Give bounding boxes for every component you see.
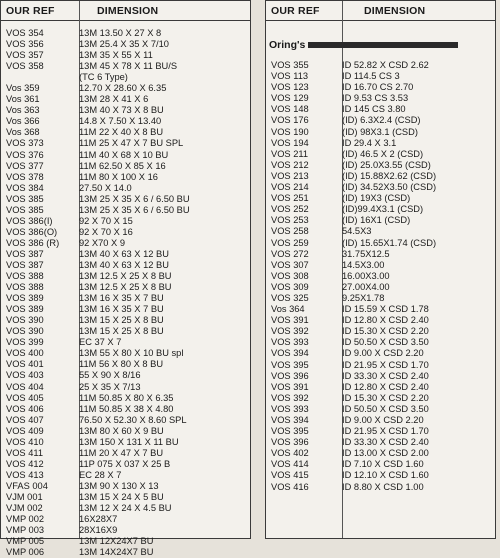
table-row <box>266 226 495 237</box>
table-row <box>1 503 250 514</box>
table-row <box>1 326 250 337</box>
table-row <box>266 448 495 459</box>
ref-cell: VOS 392 <box>271 392 309 403</box>
ref-cell: VOS 391 <box>271 381 309 392</box>
ref-cell: VOS 394 <box>271 348 309 359</box>
table-row <box>266 249 495 260</box>
dimension-cell: 13M 150 X 131 X 11 BU <box>79 436 179 447</box>
table-row <box>1 50 250 61</box>
dimension-cell: ID 33.30 X CSD 2.40 <box>342 437 429 448</box>
dimension-cell: 13M 15 X 25 X 8 BU <box>79 315 164 326</box>
ref-cell: VOS 388 <box>6 271 44 282</box>
ref-cell: VOS 253 <box>271 215 309 226</box>
dimension-cell: 11M 50.85 X 80 X 6.35 <box>79 392 174 403</box>
ref-cell: VOS 113 <box>271 71 309 82</box>
table-row <box>266 71 495 82</box>
table-row <box>266 104 495 115</box>
ref-cell: VOS 384 <box>6 182 44 193</box>
ref-cell: VOS 194 <box>271 137 309 148</box>
table-row <box>266 348 495 359</box>
dimension-cell: 27.00X4.00 <box>342 281 390 292</box>
ref-cell: VOS 389 <box>6 293 44 304</box>
ref-cell: VOS 355 <box>271 60 309 70</box>
dimension-cell: 13M 40 X 63 X 12 BU <box>79 259 169 270</box>
table-row <box>266 93 495 104</box>
dimension-cell: 11M 80 X 100 X 16 <box>79 171 158 182</box>
dimension-cell: 13M 25 X 35 X 6 / 6.50 BU <box>79 193 190 204</box>
dimension-cell: (ID)99.4X3.1 (CSD) <box>342 204 424 215</box>
ref-cell: VMP 002 <box>6 514 45 525</box>
right-rows <box>266 60 495 493</box>
table-row <box>266 415 495 426</box>
table-row <box>1 238 250 249</box>
table-row <box>1 415 250 426</box>
dimension-cell: ID 15.30 X CSD 2.20 <box>342 326 429 337</box>
dimension-cell: 54.5X3 <box>342 226 372 237</box>
table-row <box>1 525 250 536</box>
table-row <box>1 536 250 547</box>
table-row <box>1 370 250 381</box>
dimension-cell: ID 33.30 X CSD 2.40 <box>342 370 429 381</box>
dimension-cell: 13M 12.5 X 25 X 8 BU <box>79 282 172 293</box>
dimension-cell: (ID) 25.0X3.55 (CSD) <box>342 159 431 170</box>
section-title: Oring's <box>269 39 306 51</box>
table-row <box>266 371 495 382</box>
ref-cell: VFAS 004 <box>6 480 48 491</box>
dimension-cell: 13M 90 X 130 X 13 <box>79 480 159 491</box>
ref-cell: VOS 407 <box>6 414 44 425</box>
table-row <box>266 404 495 415</box>
dimension-cell: ID 15.59 X CSD 1.78 <box>342 304 429 315</box>
ref-cell: VOS 395 <box>271 426 309 437</box>
table-row <box>1 393 250 404</box>
dimension-cell: ID 15.30 X CSD 2.20 <box>342 392 429 403</box>
ref-cell: VOS 357 <box>6 50 44 61</box>
ref-cell: VOS 386(O) <box>6 226 58 237</box>
ref-cell: VOS 356 <box>6 39 44 50</box>
dimension-cell: 27.50 X 14.0 <box>79 182 132 193</box>
dimension-cell: 14.5X3.00 <box>342 259 385 270</box>
dimension-cell: 13M 12.5 X 25 X 8 BU <box>79 271 172 282</box>
dimension-cell: 55 X 90 X 8/16 <box>79 370 141 381</box>
ref-cell: VOS 391 <box>271 315 309 326</box>
ref-cell: VOS 354 <box>6 28 44 38</box>
table-row <box>1 249 250 260</box>
ref-cell: VOS 416 <box>271 481 309 492</box>
table-row <box>1 514 250 525</box>
ref-cell: VOS 378 <box>6 171 44 182</box>
table-row <box>266 282 495 293</box>
dimension-cell: 13M 40 X 73 X 8 BU <box>79 105 164 116</box>
dimension-cell: 13M 45 X 78 X 11 BU/S <box>79 61 178 72</box>
table-row <box>1 72 250 83</box>
dimension-cell: 11M 50.85 X 38 X 4.80 <box>79 403 174 414</box>
table-row <box>1 61 250 72</box>
dimension-cell: 13M 15 X 25 X 8 BU <box>79 326 164 337</box>
ref-cell: VOS 396 <box>271 437 309 448</box>
ref-cell: VOS 411 <box>6 447 44 458</box>
table-row <box>1 28 250 39</box>
left-rows <box>1 28 250 558</box>
table-row <box>1 216 250 227</box>
dimension-cell: 13M 12 X 24 X 4.5 BU <box>79 503 172 514</box>
ref-cell: VJM 001 <box>6 491 43 502</box>
table-row <box>1 94 250 105</box>
ref-cell: VOS 308 <box>271 270 309 281</box>
section-underline-bar <box>308 42 458 48</box>
ref-cell: VOS 412 <box>6 458 44 469</box>
header-our-ref: OUR REF <box>271 4 320 17</box>
dimension-cell: 28X16X9 <box>79 525 118 536</box>
ref-cell: VOS 176 <box>271 115 309 126</box>
dimension-cell: 25 X 35 X 7/13 <box>79 381 141 392</box>
dimension-cell: 11M 56 X 80 X 8 BU <box>79 359 164 370</box>
table-row <box>266 182 495 193</box>
ref-cell: VOS 272 <box>271 248 309 259</box>
ref-cell: VOS 404 <box>6 381 44 392</box>
dimension-cell: 13M 35 X 55 X 11 <box>79 50 153 61</box>
ref-cell: VOS 415 <box>271 470 309 481</box>
dimension-cell: 12.70 X 28.60 X 6.35 <box>79 83 167 94</box>
table-row <box>266 459 495 470</box>
dimension-cell: (ID) 98X3.1 (CSD) <box>342 126 418 137</box>
dimension-cell: 92 X 70 X 15 <box>79 215 133 226</box>
dimension-cell: 11M 40 X 68 X 10 BU <box>79 149 169 160</box>
table-row <box>266 82 495 93</box>
dimension-cell: ID 9.00 X CSD 2.20 <box>342 348 424 359</box>
table-row <box>266 215 495 226</box>
section-heading-orings <box>269 39 458 51</box>
dimension-cell: 13M 15 X 24 X 5 BU <box>79 491 164 502</box>
table-row <box>1 382 250 393</box>
ref-cell: VOS 373 <box>6 138 44 149</box>
ref-cell: VOS 259 <box>271 237 309 248</box>
ref-cell: VJM 002 <box>6 503 43 514</box>
ref-cell: VOS 387 <box>6 248 44 259</box>
table-row <box>266 193 495 204</box>
table-row <box>266 260 495 271</box>
dimension-cell: ID 114.5 CS 3 <box>342 71 400 82</box>
table-row <box>266 337 495 348</box>
ref-cell: VOS 390 <box>6 326 44 337</box>
ref-cell: VOS 386(I) <box>6 215 53 226</box>
ref-cell: VOS 402 <box>271 448 309 459</box>
table-row <box>1 172 250 183</box>
table-row <box>266 326 495 337</box>
ref-cell: VOS 393 <box>271 403 309 414</box>
table-row <box>266 60 495 71</box>
table-row <box>266 149 495 160</box>
ref-cell: Vos 364 <box>271 304 305 315</box>
table-row <box>1 150 250 161</box>
ref-cell: VOS 414 <box>271 459 309 470</box>
table-row <box>266 271 495 282</box>
dimension-cell: ID 21.95 X CSD 1.70 <box>342 359 429 370</box>
dimension-cell: ID 9.00 X CSD 2.20 <box>342 415 424 425</box>
dimension-cell: 11P 075 X 037 X 25 B <box>79 458 171 469</box>
table-header <box>266 1 495 21</box>
ref-cell: VOS 386 (R) <box>6 237 60 248</box>
ref-cell: VOS 358 <box>6 61 44 72</box>
ref-cell: VOS 396 <box>271 370 309 381</box>
table-row <box>1 138 250 149</box>
ref-cell: Vos 368 <box>6 127 40 138</box>
table-row <box>1 459 250 470</box>
table-row <box>1 116 250 127</box>
ref-cell: VOS 405 <box>6 392 44 403</box>
ref-cell: VOS 392 <box>271 326 309 337</box>
ref-cell: Vos 361 <box>6 94 40 105</box>
ref-cell: VOS 413 <box>6 469 44 480</box>
dimension-cell: ID 12.80 X CSD 2.40 <box>342 315 429 326</box>
table-row <box>1 492 250 503</box>
ref-cell: VOS 376 <box>6 149 44 160</box>
dimension-cell: ID 12.80 X CSD 2.40 <box>342 381 429 392</box>
table-row <box>1 426 250 437</box>
dimension-cell: 11M 20 X 47 X 7 BU <box>79 447 164 458</box>
ref-cell: VOS 385 <box>6 204 44 215</box>
dimension-cell: 13M 16 X 35 X 7 BU <box>79 293 164 304</box>
dimension-cell: 16X28X7 <box>79 514 118 525</box>
dimension-cell: ID 7.10 X CSD 1.60 <box>342 459 424 470</box>
table-row <box>266 470 495 481</box>
table-row <box>266 437 495 448</box>
ref-cell <box>1 72 79 83</box>
table-row <box>266 127 495 138</box>
dimension-cell: ID 21.95 X CSD 1.70 <box>342 426 429 437</box>
ref-cell: VOS 401 <box>6 359 44 370</box>
ref-cell: VOS 399 <box>6 337 44 348</box>
dimension-cell: EC 37 X 7 <box>79 337 122 348</box>
table-row <box>1 448 250 459</box>
table-row <box>1 205 250 216</box>
ref-cell: VOS 129 <box>271 93 309 104</box>
table-row <box>266 382 495 393</box>
dimension-cell: EC 28 X 7 <box>79 469 122 480</box>
ref-cell: VOS 258 <box>271 226 309 237</box>
table-row <box>1 271 250 282</box>
ref-cell: VMP 006 <box>6 547 45 558</box>
table-row <box>1 337 250 348</box>
table-row <box>1 282 250 293</box>
ref-cell: VOS 309 <box>271 281 309 292</box>
dimension-cell: 76.50 X 52.30 X 8.60 SPL <box>79 414 187 425</box>
table-row <box>266 138 495 149</box>
dimension-cell: 92 X 70 X 16 <box>79 226 133 237</box>
ref-cell: VOS 212 <box>271 159 309 170</box>
table-row <box>1 437 250 448</box>
ref-cell: VOS 406 <box>6 403 44 414</box>
dimension-cell: ID 29.4 X 3.1 <box>342 137 397 148</box>
ref-cell: VOS 213 <box>271 170 309 181</box>
dimension-cell: 13M 13.50 X 27 X 8 <box>79 28 162 38</box>
ref-cell: VOS 389 <box>6 304 44 315</box>
table-row <box>266 160 495 171</box>
dimension-cell: ID 12.10 X CSD 1.60 <box>342 470 429 481</box>
dimension-cell: ID 8.80 X CSD 1.00 <box>342 481 424 492</box>
dimension-cell: (ID) 15.65X1.74 (CSD) <box>342 237 437 248</box>
table-row <box>266 115 495 126</box>
ref-cell: Vos 366 <box>6 116 40 127</box>
table-row <box>1 227 250 238</box>
table-row <box>1 470 250 481</box>
ref-cell: VMP 003 <box>6 525 45 536</box>
ref-cell: VOS 387 <box>6 259 44 270</box>
ref-cell: VOS 325 <box>271 292 309 303</box>
table-row <box>1 348 250 359</box>
table-row <box>1 39 250 50</box>
table-row <box>1 304 250 315</box>
ref-cell: VOS 251 <box>271 193 309 204</box>
ref-cell: Vos 359 <box>6 83 40 94</box>
table-row <box>266 315 495 326</box>
table-row <box>266 204 495 215</box>
dimension-cell: (TC 6 Type) <box>79 72 128 83</box>
table-row <box>266 482 495 493</box>
dimension-cell: 11M 22 X 40 X 8 BU <box>79 127 164 138</box>
table-row <box>1 547 250 558</box>
table-row <box>1 293 250 304</box>
ref-cell: VOS 393 <box>271 337 309 348</box>
dimension-cell: ID 145 CS 3.80 <box>342 104 406 115</box>
table-row <box>1 105 250 116</box>
dimension-cell: (ID) 19X3 (CSD) <box>342 193 411 204</box>
dimension-cell: 13M 40 X 63 X 12 BU <box>79 248 169 259</box>
table-row <box>1 183 250 194</box>
table-row <box>1 194 250 205</box>
dimension-cell: (ID) 34.52X3.50 (CSD) <box>342 182 437 193</box>
dimension-cell: ID 9.53 CS 3.53 <box>342 93 409 104</box>
header-our-ref: OUR REF <box>6 4 55 17</box>
table-row <box>266 238 495 249</box>
ref-cell: VOS 390 <box>6 315 44 326</box>
dimension-cell: 13M 80 X 60 X 9 BU <box>79 425 164 436</box>
ref-cell: VOS 388 <box>6 282 44 293</box>
dimension-cell: 13M 25 X 35 X 6 / 6.50 BU <box>79 204 190 215</box>
ref-cell: VOS 148 <box>271 104 309 115</box>
dimension-cell: 13M 25.4 X 35 X 7/10 <box>79 39 169 50</box>
dimension-cell: 92 X70 X 9 <box>79 237 126 248</box>
table-row <box>266 393 495 404</box>
ref-cell: VMP 005 <box>6 536 45 547</box>
table-row <box>266 426 495 437</box>
dimension-cell: 16.00X3.00 <box>342 270 390 281</box>
dimension-cell: 13M 55 X 80 X 10 BU spl <box>79 348 184 359</box>
dimension-cell: 31.75X12.5 <box>342 248 390 259</box>
table-row <box>1 315 250 326</box>
ref-cell: VOS 252 <box>271 204 309 215</box>
ref-cell: VOS 385 <box>6 193 44 204</box>
ref-cell: VOS 377 <box>6 160 44 171</box>
table-row <box>266 360 495 371</box>
ref-cell: VOS 307 <box>271 259 309 270</box>
ref-cell: VOS 403 <box>6 370 44 381</box>
header-dimension: DIMENSION <box>97 4 159 17</box>
table-row <box>266 304 495 315</box>
header-dimension: DIMENSION <box>364 4 426 17</box>
dimension-cell: (ID) 15.88X2.62 (CSD) <box>342 170 437 181</box>
table-row <box>1 359 250 370</box>
ref-cell: VOS 190 <box>271 126 309 137</box>
dimension-cell: ID 16.70 CS 2.70 <box>342 82 414 93</box>
dimension-cell: ID 13.00 X CSD 2.00 <box>342 448 429 459</box>
ref-cell: Vos 363 <box>6 105 40 116</box>
table-row <box>1 127 250 138</box>
right-dimension-table <box>265 0 496 539</box>
dimension-cell: 13M 14X24X7 BU <box>79 547 154 558</box>
table-row <box>266 171 495 182</box>
ref-cell: VOS 409 <box>6 425 44 436</box>
dimension-cell: 13M 12X24X7 BU <box>79 536 154 547</box>
table-row <box>266 293 495 304</box>
table-row <box>1 260 250 271</box>
table-row <box>1 83 250 94</box>
ref-cell: VOS 395 <box>271 359 309 370</box>
ref-cell: VOS 410 <box>6 436 44 447</box>
ref-cell: VOS 394 <box>271 415 309 425</box>
dimension-cell: 11M 62.50 X 85 X 16 <box>79 160 166 171</box>
ref-cell: VOS 214 <box>271 182 309 193</box>
table-header <box>1 1 250 21</box>
dimension-cell: ID 50.50 X CSD 3.50 <box>342 337 429 348</box>
table-row <box>1 161 250 172</box>
dimension-cell: 13M 16 X 35 X 7 BU <box>79 304 164 315</box>
dimension-cell: 14.8 X 7.50 X 13.40 <box>79 116 162 127</box>
dimension-cell: ID 52.82 X CSD 2.62 <box>342 60 429 70</box>
dimension-cell: 9.25X1.78 <box>342 292 385 303</box>
dimension-cell: (ID) 6.3X2.4 (CSD) <box>342 115 421 126</box>
dimension-cell: ID 50.50 X CSD 3.50 <box>342 403 429 414</box>
dimension-cell: (ID) 16X1 (CSD) <box>342 215 411 226</box>
table-row <box>1 404 250 415</box>
ref-cell: VOS 400 <box>6 348 44 359</box>
dimension-cell: 11M 25 X 47 X 7 BU SPL <box>79 138 184 149</box>
dimension-cell: (ID) 46.5 X 2 (CSD) <box>342 148 424 159</box>
dimension-cell: 13M 28 X 41 X 6 <box>79 94 149 105</box>
ref-cell: VOS 123 <box>271 82 309 93</box>
table-row <box>1 481 250 492</box>
ref-cell: VOS 211 <box>271 148 309 159</box>
